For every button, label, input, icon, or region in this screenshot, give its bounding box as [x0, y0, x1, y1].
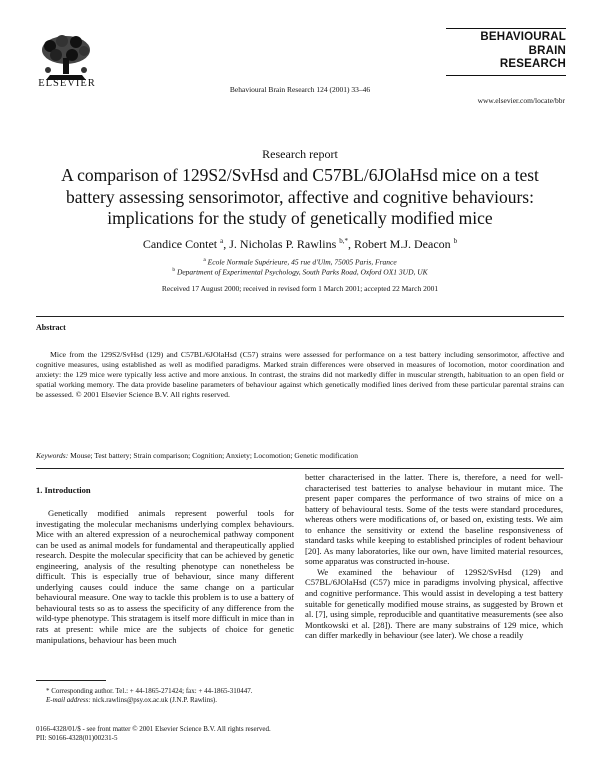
author-list: Candice Contet $^a$, J. Nicholas P. Rawlins $^{b,*}$, Robert M.J. Deacon $^b$ [142, 237, 458, 251]
author-name: J. Nicholas P. Rawlins [229, 237, 337, 251]
affiliation [0, 257, 600, 267]
keywords [36, 451, 564, 460]
publisher-name: ELSEVIER [38, 78, 96, 89]
affiliation [0, 267, 600, 277]
paragraph: Genetically modified animals represent powerful tools for investigating the molecular mechanisms underlying complex behaviours. Mice with an altered expression of a neurochemical pathway component can be used as animal models for fundamental and therapeutically applied research. Despite the molecular specificity that can be achieved by genetic engineering, analysis of the resulting phenotype can nonetheless be difficult. This is especially true of behaviour, since many different underlying causes could induce the same change on a particular behavioural measure. One way to tackle this problem is to use a battery of behavioural tests so as to assess the specificity of any difference from the wild-type phenotype. This stratagem is itself more difficult in mice than in rats at present: while mice are the subjects of choice for genetic manipulations, behaviour has been much [36, 508, 294, 645]
divider [36, 316, 564, 317]
bottom-matter [36, 725, 336, 743]
keywords-label: Keywords: [36, 451, 69, 460]
copyright-line: 0166-4328/01/$ - see front matter © 2001 Elsevier Science B.V. All rights reserved. [36, 725, 271, 733]
author-affiliation-mark: b [453, 237, 458, 245]
email-label: E-mail address: [46, 695, 91, 704]
author-affiliation-mark: b,* [339, 237, 349, 245]
affiliation-text: Department of Experimental Psychology, South Parks Road, Oxford OX1 3UD, UK [176, 267, 428, 277]
brand-line-2: BRAIN [528, 44, 566, 57]
footnotes [36, 687, 294, 704]
abstract-text: Mice from the 129S2/SvHsd (129) and C57BL/6JOlaHsd (C57) strains were assessed for performance on a test battery including sensorimotor, affective and cognitive measures, using established as well as modified paradigms. Marked strain differences were observed in measures of locomotion, motor coordination and anxiety: the 129 mice were typically less active and more anxious. In contrast, the strains did not markedly differ in muscular strength, habituation to an open field or spatial working memory. The data provide baseline parameters of behaviour against which genetically modified lines derived from these particular parental strains can be assessed. © 2001 Elsevier Science B.V. All rights reserved. [36, 350, 564, 399]
keywords-list: Mouse; Test battery; Strain comparison; Cognition; Anxiety; Locomotion; Genetic modification [70, 451, 358, 460]
brand-line-1: BEHAVIOURAL [480, 31, 566, 43]
affiliation-mark: b [172, 267, 176, 273]
corresponding-author-note: * Corresponding author. Tel.: + 44-1865-271424; fax: + 44-1865-310447. [46, 687, 253, 695]
email-note [36, 696, 294, 705]
affiliation-text: Ecole Normale Supérieure, 45 rue d'Ulm, 75005 Paris, France [207, 257, 397, 267]
right-column [305, 472, 563, 641]
author-name: Candice Contet [142, 237, 218, 251]
pii-line: PII: S0166-4328(01)00231-5 [36, 734, 118, 742]
footnote-divider [36, 680, 106, 681]
journal-citation: Behavioural Brain Research 124 (2001) 33–46 [229, 85, 371, 94]
author-affiliation-mark: a [220, 237, 224, 245]
affiliation-mark: a [203, 257, 206, 263]
left-column [36, 508, 294, 645]
paragraph: better characterised in the latter. There is, therefore, a need for well-characterised test batteries to analyse behaviour in mutant mice. The present paper compares the performance of two strains of mice on a battery of behavioural tests. Some of the tests were standard procedures, whereas others were modifications of, or based on, existing tests. We aim to enhance the sensitivity or extend the baseline responsiveness of standard tasks while keeping to established principles of rodent behaviour [20]. As many laboratories, like our own, have limited material resources, some apparatus was constructed in-house. [305, 472, 563, 567]
abstract-heading: Abstract [36, 323, 66, 332]
brand-line-3: RESEARCH [499, 58, 566, 70]
brand-bottom-rule [446, 75, 566, 76]
paragraph: We examined the behaviour of 129S2/SvHsd (129) and C57BL/6JOlaHsd (C57) mice in paradigms involving physical, affective and cognitive performance. This would assist in developing a test battery suitable for genetically modified mouse strains, as suggested by Brown et al. [7], using simple, reproducible and quantitative measurements (see also Montkowski et al. [28]). There are many substrains of 129 mice, which can differ markedly in behaviour (see later). We chose a readily [305, 566, 563, 641]
article-type: Research report [262, 147, 338, 161]
brand-top-rule [446, 28, 566, 29]
journal-url[interactable]: www.elsevier.com/locate/bbr [477, 96, 565, 105]
email-address[interactable]: nick.rawlins@psy.ox.ac.uk (J.N.P. Rawlins). [92, 695, 217, 704]
section-heading: 1. Introduction [36, 485, 91, 495]
journal-brand [446, 31, 566, 72]
received-dates: Received 17 August 2000; received in revised form 1 March 2001; accepted 22 March 2001 [161, 284, 439, 293]
article-title: A comparison of 129S2/SvHsd and C57BL/6JOlaHsd mice on a test battery assessing sensorimotor, affective and cognitive behaviours: implications for the study of genetically modified mice [61, 165, 539, 228]
divider [36, 468, 564, 469]
author-name: Robert M.J. Deacon [354, 237, 451, 251]
